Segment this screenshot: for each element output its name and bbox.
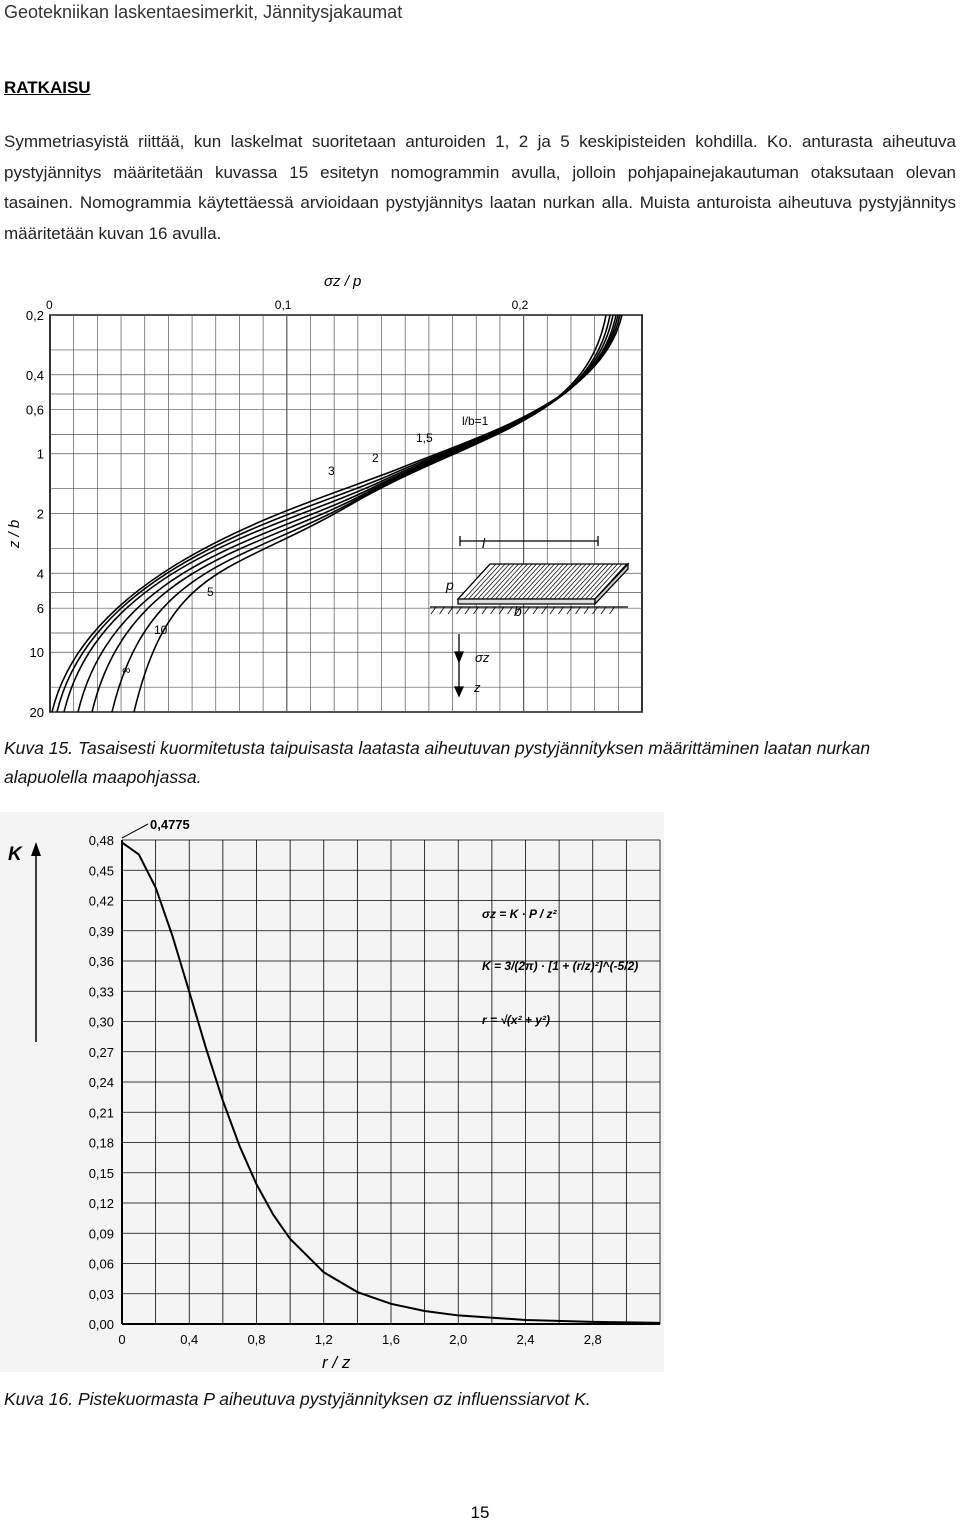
- influence-y-axis-label: K: [8, 844, 22, 865]
- x-tick-label: 0,8: [247, 1332, 266, 1347]
- y-tick-label: 0,2: [25, 308, 44, 323]
- y-tick-label: 0,15: [88, 1165, 114, 1181]
- nomogram-y-ticks: [26, 308, 44, 720]
- page-number: 15: [470, 1503, 490, 1522]
- y-tick-label: 0,30: [88, 1014, 114, 1030]
- figure-16-chart: [0, 812, 960, 1372]
- y-tick-label: 0,00: [88, 1317, 114, 1332]
- slab-length-label: l: [482, 535, 486, 551]
- curve-label: 2: [372, 451, 379, 465]
- y-tick-label: 0,27: [88, 1044, 114, 1060]
- y-tick-label: 0,45: [88, 863, 114, 879]
- stress-label: σz: [475, 650, 490, 665]
- y-tick-label: 0,24: [88, 1075, 114, 1090]
- y-tick-label: 0,12: [88, 1196, 114, 1211]
- x-tick-label: 2,4: [516, 1332, 535, 1347]
- curve-label: l/b=1: [462, 414, 489, 428]
- section-title: RATKAISU: [4, 78, 91, 97]
- y-tick-label: 0,18: [88, 1135, 114, 1151]
- nomogram-grid: [50, 315, 642, 712]
- y-tick-label: 20: [29, 705, 44, 720]
- curve-label: 3: [328, 464, 335, 478]
- curve-label: ∞: [122, 663, 131, 677]
- y-tick-label: 0,36: [88, 954, 114, 969]
- y-tick-label: 10: [29, 645, 44, 661]
- figure-15-nomogram: [0, 262, 960, 722]
- paragraph-text: Symmetriasyistä riittää, kun laskelmat suoritetaan anturoiden 1, 2 ja 5 keskipisteiden kohdilla. Ko. anturasta aiheutuva pystyjännitys määritetään kuvassa 15 esitetyn nomogrammin avulla, jolloin pohjapainejakautuman otaksutaan olevan tasainen. Nomogrammia käytettäessä arvioidaan pystyjännitys laatan nurkan alla. Muista anturoista aiheutuva pystyjännitys määritetään kuvan 16 avulla.: [4, 132, 956, 243]
- curve-label: 5: [207, 585, 214, 599]
- formula-k: K = 3/(2π) · [1 + (r/z)²]^(-5/2): [482, 959, 639, 973]
- influence-y-ticks: [89, 833, 114, 1332]
- curve-label: 10: [154, 623, 168, 637]
- nomogram-x-axis-label: σz / p: [324, 273, 362, 290]
- slab-side: [458, 599, 595, 604]
- slab-width-label: b: [514, 603, 522, 619]
- load-label: p: [446, 577, 454, 593]
- y-tick-label: 6: [36, 601, 44, 617]
- y-tick-label: 0,21: [88, 1105, 114, 1121]
- stress-arrowhead: [455, 652, 463, 662]
- influence-x-axis-label: r / z: [322, 1353, 351, 1372]
- x-tick-label: 0,2: [511, 298, 529, 312]
- x-tick-label: 0,1: [274, 298, 292, 312]
- x-tick-label: 0: [46, 298, 53, 312]
- y-tick-label: 0,33: [88, 984, 114, 1000]
- x-tick-label: 2,0: [449, 1332, 468, 1347]
- y-tick-label: 1: [36, 446, 44, 462]
- y-tick-label: 0,4: [25, 367, 44, 383]
- y-tick-label: 0,39: [88, 923, 114, 939]
- x-tick-label: 1,6: [381, 1332, 401, 1347]
- depth-label: z: [474, 680, 481, 695]
- depth-arrowhead: [455, 687, 463, 696]
- solution-paragraph: [4, 127, 956, 249]
- y-tick-label: 4: [36, 566, 44, 582]
- y-tick-label: 0,48: [88, 833, 114, 848]
- x-tick-label: 1,2: [314, 1332, 333, 1347]
- y-tick-label: 0,03: [88, 1286, 114, 1302]
- x-tick-label: 0: [118, 1332, 126, 1347]
- figure-16-caption: Kuva 16. Pistekuormasta P aiheutuva pystyjännityksen σz influenssiarvot K.: [4, 1389, 591, 1409]
- y-tick-label: 0,09: [88, 1226, 114, 1242]
- peak-value-label: 0,4775: [150, 817, 190, 832]
- x-tick-label: 2,8: [583, 1332, 602, 1347]
- nomogram-x-ticks: [46, 298, 529, 312]
- figure-15-caption: Kuva 15. Tasaisesti kuormitetusta taipuisasta laatasta aiheutuvan pystyjännityksen määrittäminen laatan nurkan alapuolella maapohjassa.: [4, 738, 871, 787]
- curve-label: 1,5: [416, 431, 433, 445]
- x-tick-label: 0,4: [180, 1332, 199, 1347]
- y-tick-label: 0,6: [25, 402, 44, 418]
- slab-sketch: [430, 536, 628, 696]
- y-tick-label: 0,06: [88, 1256, 114, 1272]
- document-header: Geotekniikan laskentaesimerkit, Jännitysjakaumat: [4, 2, 403, 22]
- y-tick-label: 0,42: [88, 893, 114, 909]
- nomogram-y-axis-label: z / b: [6, 519, 23, 549]
- formula-r: r = √(x² + y²): [482, 1013, 550, 1027]
- y-tick-label: 2: [36, 506, 44, 522]
- formula-stress: σz = K · P / z²: [482, 907, 557, 921]
